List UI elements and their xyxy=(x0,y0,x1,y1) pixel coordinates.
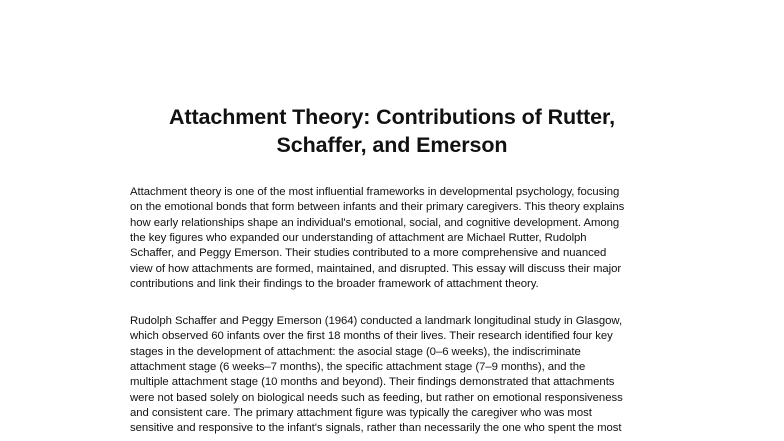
text-line: Schaffer, and Peggy Emerson. Their studies contributed to a more comprehensive and nuanced xyxy=(130,247,607,260)
paragraph-schaffer-emerson xyxy=(130,314,690,437)
text-line: multiple attachment stage (10 months and beyond). Their findings demonstrated that attachments xyxy=(130,376,615,389)
text-line: Attachment theory is one of the most influential frameworks in developmental psychology, focusing xyxy=(130,186,620,198)
text-line: view of how attachments are formed, maintained, and disrupted. This essay will discuss their major xyxy=(130,262,622,275)
text-line: the key figures who expanded our understanding of attachment are Michael Rutter, Rudolph xyxy=(130,232,587,245)
paragraph-introduction xyxy=(130,185,690,292)
text-line: how early relationships shape an individual's emotional, social, and cognitive development. Among xyxy=(130,216,620,229)
title-line: Attachment Theory: Contributions of Rutter, xyxy=(169,105,615,129)
text-line: were not based solely on biological needs such as feeding, but rather on emotional responsiveness xyxy=(130,391,623,404)
text-line: contributions and link their findings to the broader framework of attachment theory. xyxy=(130,278,539,291)
document-title xyxy=(100,103,684,159)
text-line: which observed 60 infants over the first 18 months of their lives. Their research identified four key xyxy=(130,330,613,343)
text-line: attachment stage (6 weeks–7 months), the specific attachment stage (7–9 months), and the xyxy=(130,361,586,374)
text-line: sensitive and responsive to the infant's signals, rather than necessarily the one who spent the most xyxy=(130,422,622,435)
title-line: Schaffer, and Emerson xyxy=(276,133,508,157)
text-line: stages in the development of attachment: the asocial stage (0–6 weeks), the indiscriminate xyxy=(130,345,581,358)
text-line: on the emotional bonds that form between infants and their primary caregivers. This theory explains xyxy=(130,201,625,214)
text-line: and consistent care. The primary attachment figure was typically the caregiver who was most xyxy=(130,407,592,420)
text-line: Rudolph Schaffer and Peggy Emerson (1964) conducted a landmark longitudinal study in Glasgow, xyxy=(130,315,623,327)
